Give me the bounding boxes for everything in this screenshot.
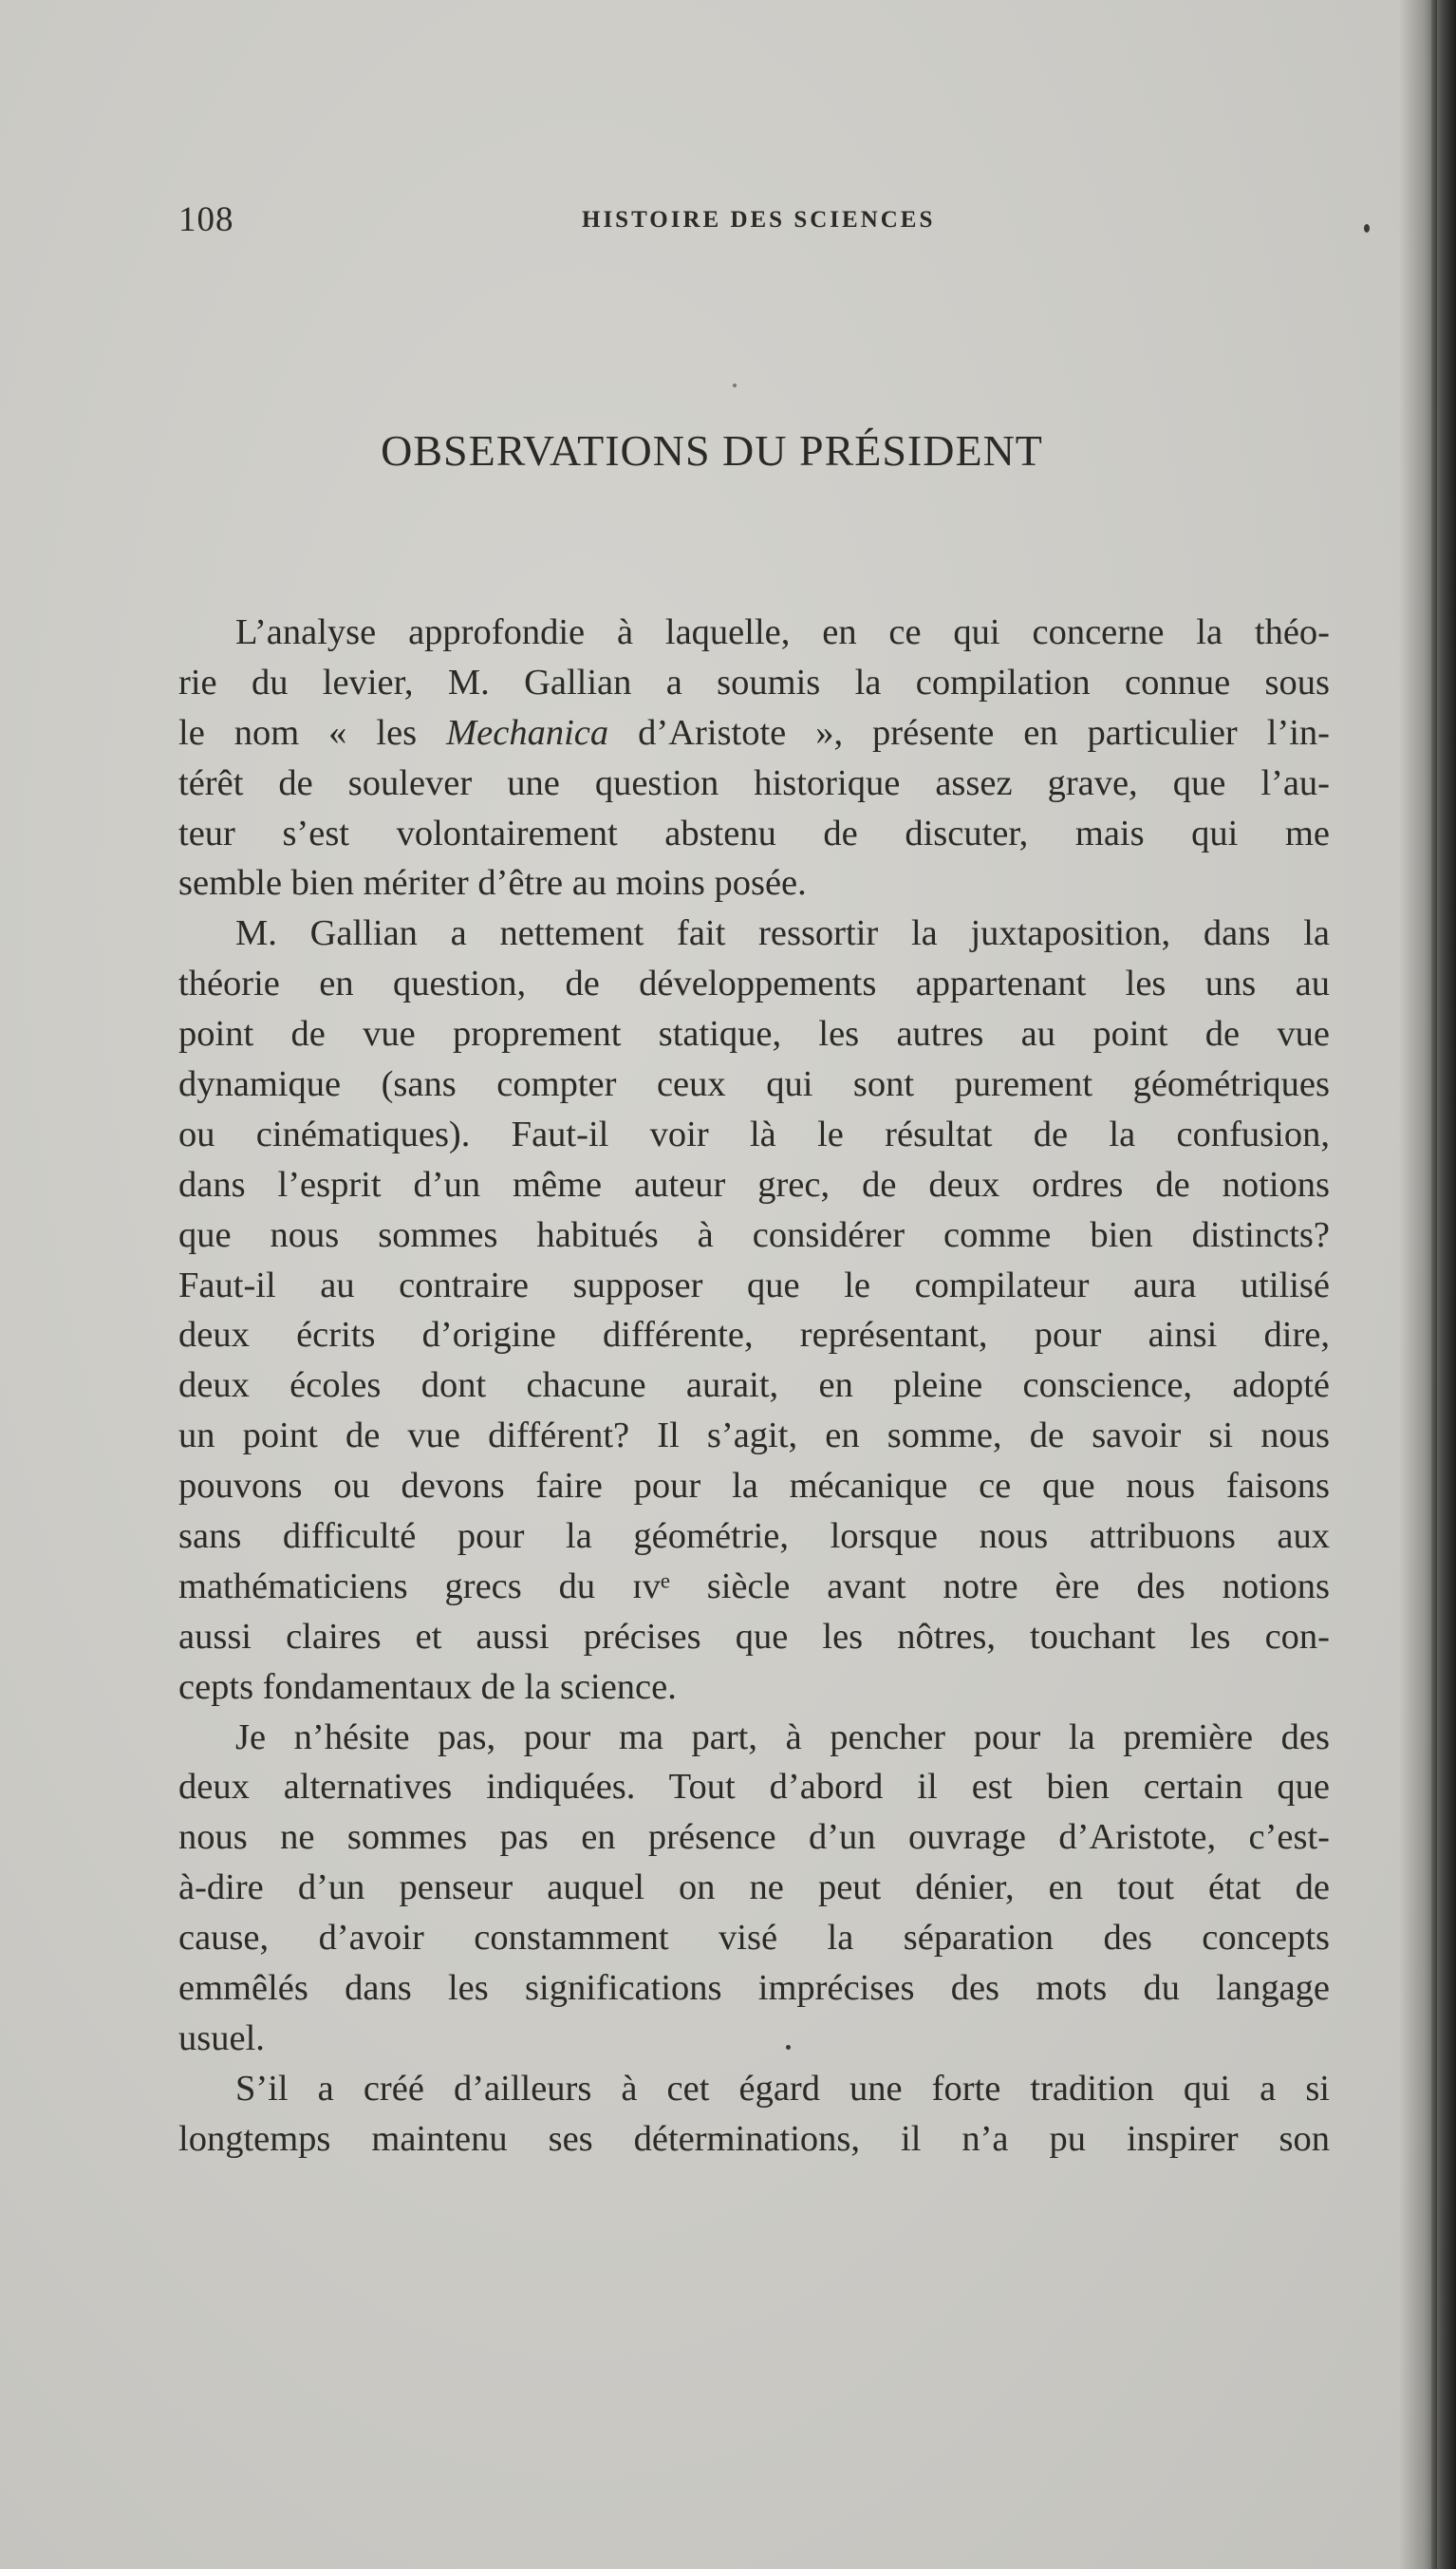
text-line: cause, d’avoir constamment visé la séparation des concepts (178, 1918, 1330, 1959)
paragraph-3 (178, 1713, 1330, 2064)
paragraph-4 (178, 2064, 1330, 2165)
text-line: deux écoles dont chacune aurait, en pleine conscience, adopté (178, 1365, 1330, 1406)
text-line: un point de vue différent? Il s’agit, en somme, de savoir si nous (178, 1416, 1330, 1456)
text-line: pouvons ou devons faire pour la mécanique ce que nous faisons (178, 1466, 1330, 1507)
text-line: sans difficulté pour la géométrie, lorsque nous attribuons aux (178, 1516, 1330, 1557)
scan-speck (786, 2045, 791, 2050)
text-fragment: d’Aristote », présente en particulier l’in- (608, 712, 1331, 753)
text-line: ou cinématiques). Faut-il voir là le résultat de la confusion, (178, 1114, 1330, 1154)
text-line: longtemps maintenu ses déterminations, il n’a pu inspirer son (178, 2118, 1330, 2159)
text-line: M. Gallian a nettement fait ressortir la juxtaposition, dans la (235, 913, 1330, 954)
text-line: S’il a créé d’ailleurs à cet égard une forte tradition qui a si (235, 2068, 1330, 2109)
page-edge (1431, 0, 1437, 2569)
paragraph-2 (178, 909, 1330, 1712)
text-line: dans l’esprit d’un même auteur grec, de deux ordres de notions (178, 1164, 1330, 1205)
text-line: aussi claires et aussi précises que les nôtres, touchant les con- (178, 1616, 1330, 1657)
binding-shadow (1399, 0, 1456, 2569)
text-line: rie du levier, M. Gallian a soumis la compilation connue sous (178, 662, 1330, 703)
text-line: cepts fondamentaux de la science. (178, 1666, 677, 1707)
text-line: deux alternatives indiquées. Tout d’abord il est bien certain que (178, 1767, 1330, 1808)
running-header (178, 199, 1365, 247)
text-line: à-dire d’un penseur auquel on ne peut dénier, en tout état de (178, 1867, 1330, 1908)
text-line: térêt de soulever une question historique assez grave, que l’au- (178, 762, 1330, 803)
text-line: deux écrits d’origine différente, représentant, pour ainsi dire, (178, 1315, 1330, 1356)
text-line: que nous sommes habitués à considérer comme bien distincts? (178, 1214, 1330, 1255)
italic-title: Mechanica (446, 712, 609, 753)
text-line: teur s’est volontairement abstenu de discuter, mais qui me (178, 813, 1330, 853)
text-line: emmêlés dans les significations imprécises des mots du langage (178, 1968, 1330, 2009)
body-text (178, 608, 1330, 2165)
text-line: semble bien mériter d’être au moins posée. (178, 863, 807, 904)
text-line: Je n’hésite pas, pour ma part, à pencher pour la première des (235, 1716, 1330, 1757)
text-line: mathématiciens grecs du ɪvᵉ siècle avant notre ère des notions (178, 1566, 1330, 1606)
text-line: nous ne sommes pas en présence d’un ouvrage d’Aristote, c’est- (178, 1817, 1330, 1858)
text-line: point de vue proprement statique, les autres au point de vue (178, 1014, 1330, 1055)
page-number: 108 (178, 200, 234, 239)
paragraph-1 (178, 608, 1330, 909)
text-line: usuel. (178, 2017, 265, 2058)
text-line: dynamique (sans compter ceux qui sont purement géométriques (178, 1064, 1330, 1105)
scan-speck (733, 384, 737, 387)
text-fragment: le nom « les (178, 712, 447, 753)
text-line: théorie en question, de développements appartenant les uns au (178, 964, 1330, 1004)
text-line: L’analyse approfondie à laquelle, en ce qui concerne la théo- (235, 612, 1330, 652)
text-line: Faut-il au contraire supposer que le compilateur aura utilisé (178, 1265, 1330, 1305)
scan-speck (1364, 224, 1370, 233)
running-title: HISTOIRE DES SCIENCES (582, 207, 936, 233)
section-title: OBSERVATIONS DU PRÉSIDENT (381, 426, 1043, 475)
text-line-with-italic (178, 708, 1330, 759)
